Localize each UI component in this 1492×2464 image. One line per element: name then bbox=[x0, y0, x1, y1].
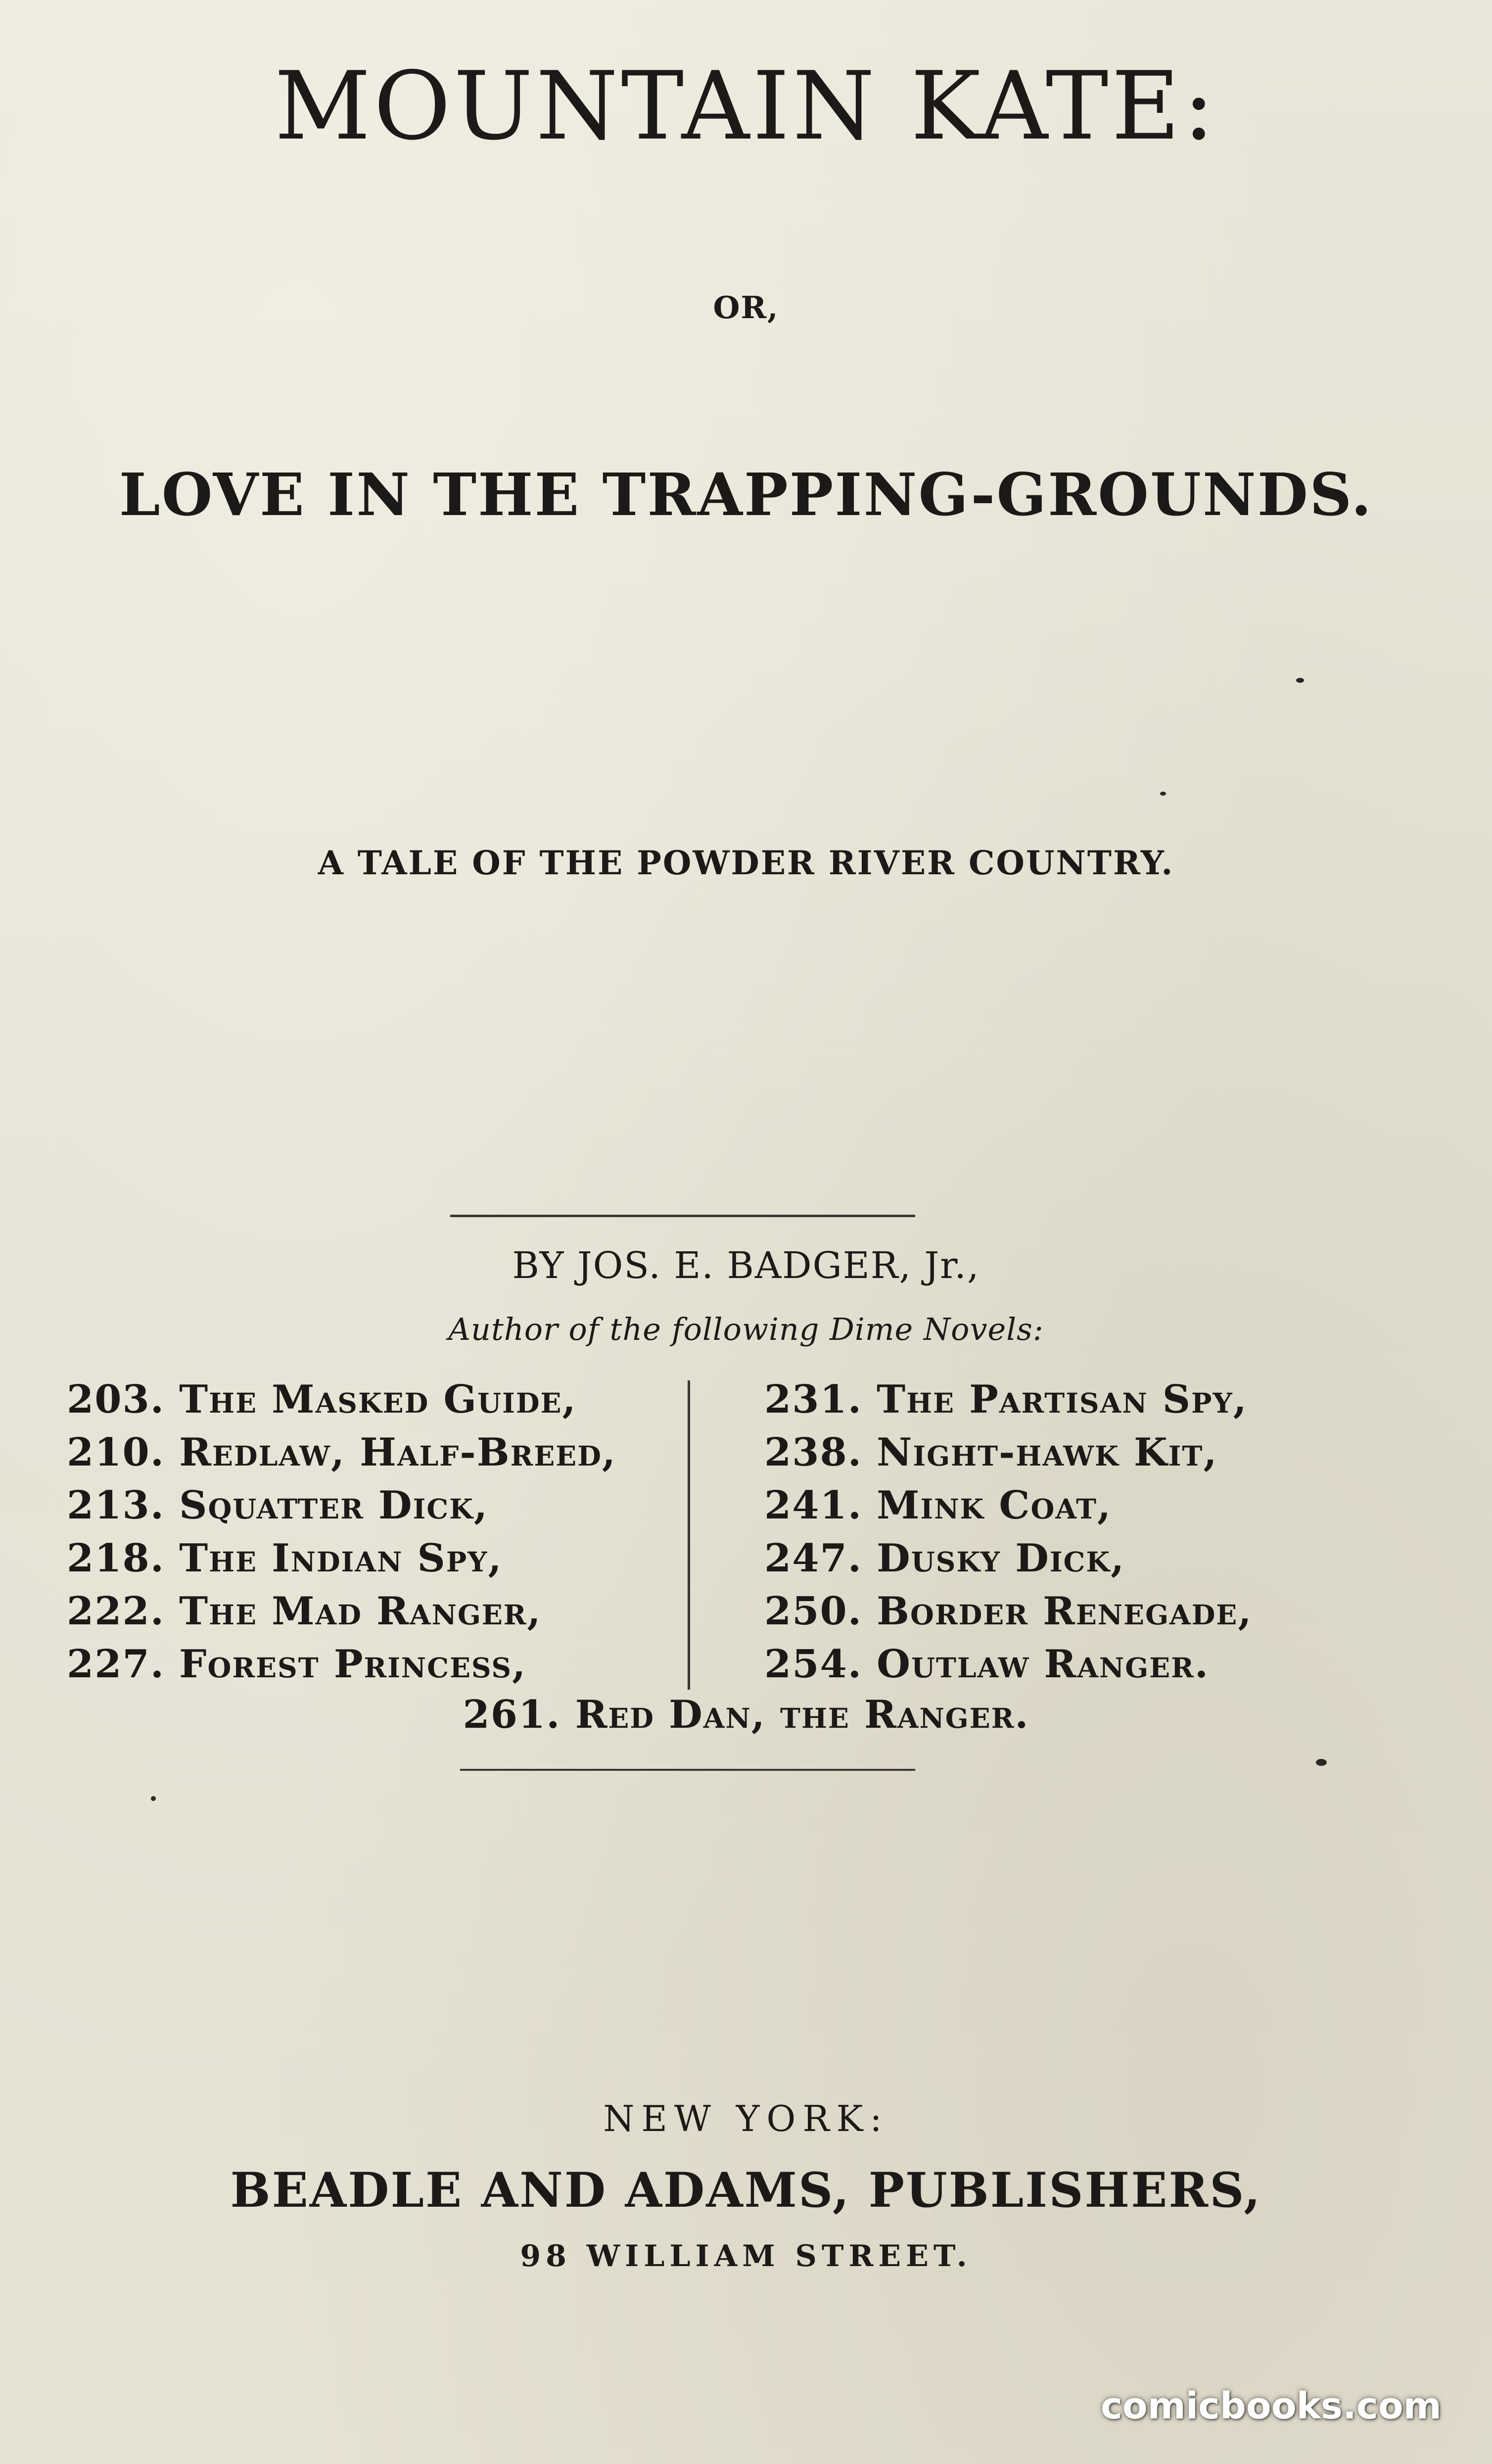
novel-item: 250. Border Renegade, bbox=[764, 1589, 1253, 1634]
novel-item: 227. Forest Princess, bbox=[67, 1642, 527, 1687]
ink-speck bbox=[1316, 1759, 1327, 1766]
novel-item: 218. The Indian Spy, bbox=[67, 1536, 503, 1581]
ink-speck bbox=[1296, 678, 1304, 683]
novel-item: 247. Dusky Dick, bbox=[764, 1536, 1125, 1581]
novels-right-column bbox=[764, 1373, 1253, 1691]
bottom-rule bbox=[460, 1769, 915, 1771]
top-rule bbox=[450, 1215, 915, 1217]
novel-item: 254. Outlaw Ranger. bbox=[764, 1642, 1210, 1687]
novel-item: 213. Squatter Dick, bbox=[67, 1483, 489, 1528]
column-divider bbox=[688, 1380, 690, 1690]
book-tagline: A TALE OF THE POWDER RIVER COUNTRY. bbox=[318, 844, 1174, 882]
novel-item: 231. The Partisan Spy, bbox=[764, 1377, 1248, 1422]
novel-item: 222. The Mad Ranger, bbox=[67, 1589, 542, 1634]
author-of-heading: Author of the following Dime Novels: bbox=[448, 1311, 1044, 1347]
novel-item: 238. Night-hawk Kit, bbox=[764, 1430, 1218, 1475]
book-title: MOUNTAIN KATE: bbox=[274, 51, 1218, 161]
novel-item-last: 261. Red Dan, the Ranger. bbox=[463, 1692, 1029, 1737]
watermark-logo: comicbooks.com bbox=[1101, 2385, 1442, 2427]
author-byline: BY JOS. E. BADGER, Jr., bbox=[512, 1244, 980, 1287]
publisher-address: 98 WILLIAM STREET. bbox=[520, 2239, 972, 2274]
novel-item: 241. Mink Coat, bbox=[764, 1483, 1112, 1528]
publisher-name: BEADLE AND ADAMS, PUBLISHERS, bbox=[230, 2162, 1262, 2218]
publisher-city: NEW YORK: bbox=[603, 2098, 889, 2139]
ink-speck bbox=[1160, 792, 1166, 796]
novel-item: 210. Redlaw, Half-Breed, bbox=[67, 1430, 617, 1475]
ink-speck bbox=[151, 1796, 156, 1801]
novels-left-column bbox=[67, 1373, 616, 1691]
book-subtitle: LOVE IN THE TRAPPING-GROUNDS. bbox=[119, 460, 1373, 529]
novel-item: 203. The Masked Guide, bbox=[67, 1377, 577, 1422]
title-conjunction: OR, bbox=[713, 289, 779, 326]
